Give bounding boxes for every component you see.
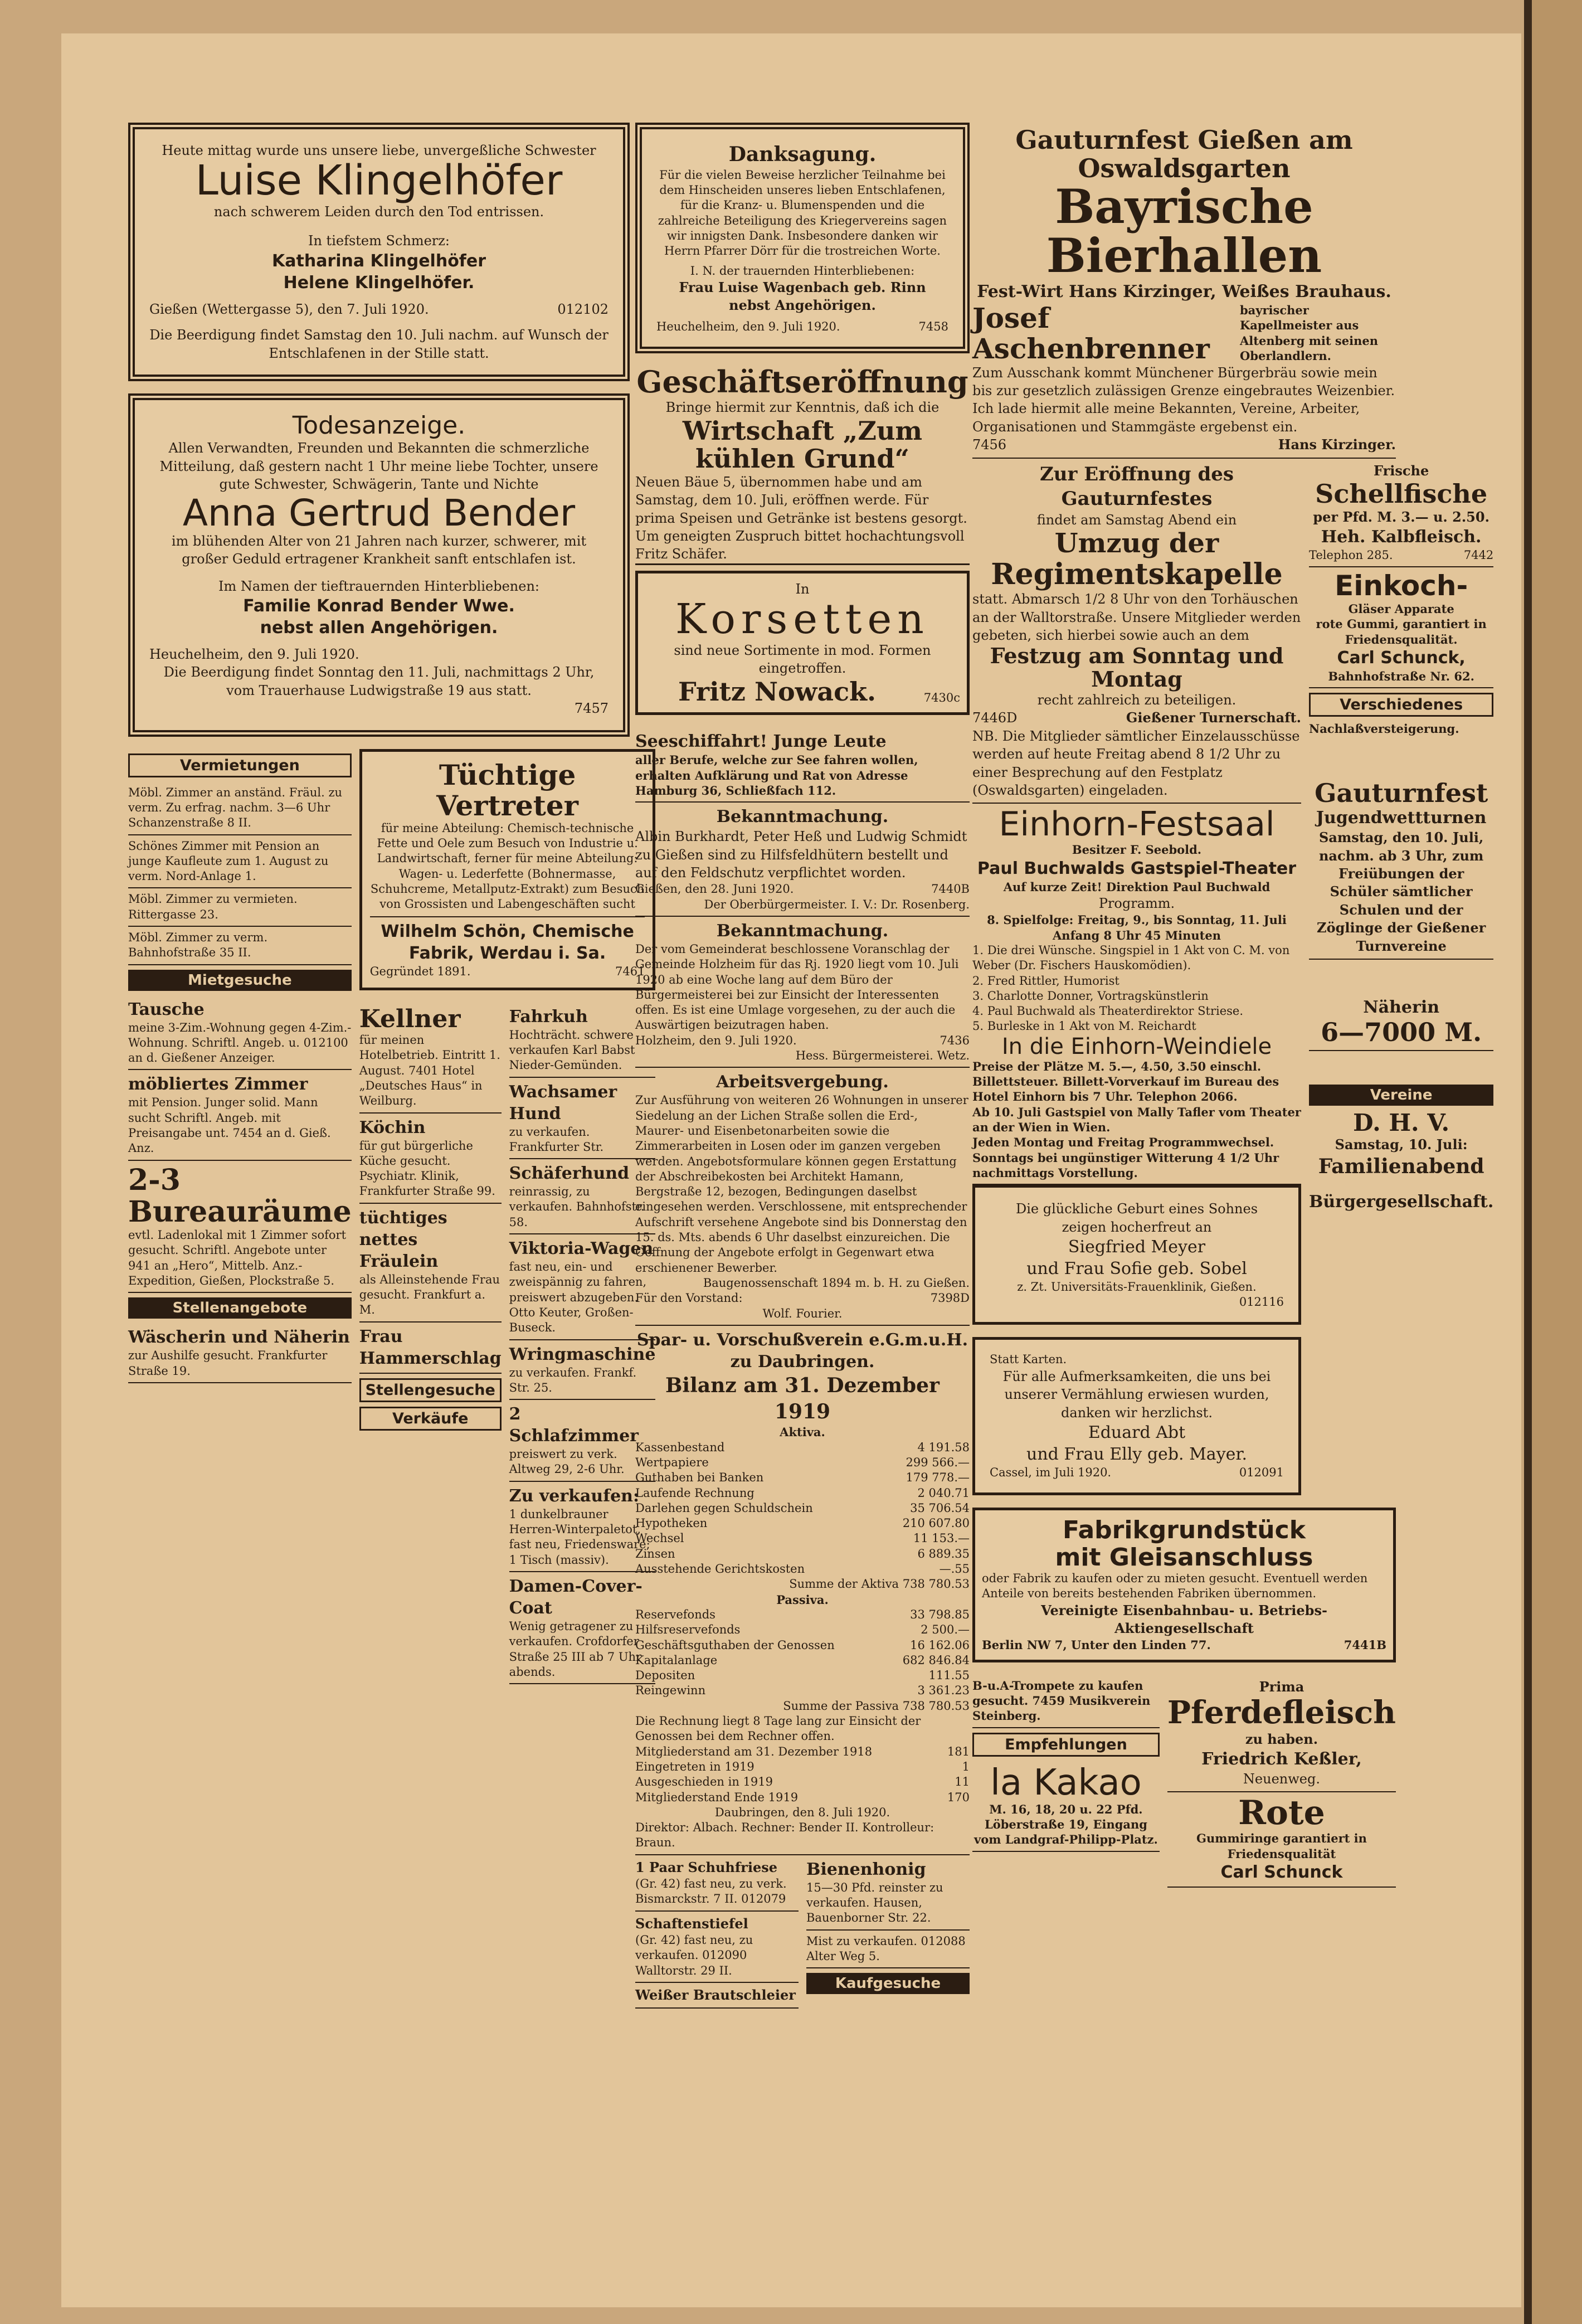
bank-balance <box>635 1326 970 1855</box>
row-label: Reingewinn <box>635 1684 706 1698</box>
row-label: Guthaben bei Banken <box>635 1471 764 1485</box>
ad-title: 2-3 Bureauräume <box>128 1163 352 1229</box>
umzug-kapelle: Regimentskapelle <box>991 557 1283 592</box>
row-value: 11 <box>955 1775 970 1789</box>
ad-text: (Gr. 42) fast neu, zu verk. Bismarckstr. 7 II. 012079 <box>635 1877 787 1906</box>
classified-col-a <box>128 749 352 1685</box>
ad-text: (Gr. 42) fast neu, zu verkaufen. 012090 Walltorstr. 29 II. <box>635 1933 753 1977</box>
arbeit-club: Baugenossenschaft 1894 m. b. H. zu Gießen. <box>703 1276 970 1290</box>
col2-bottom-ads <box>635 1855 970 2009</box>
einhorn-item: 4. Paul Buchwald als Theaterdirektor Striese. <box>972 1004 1244 1018</box>
row-label: Wertpapiere <box>635 1456 709 1469</box>
row-value: 682 846.84 <box>902 1653 970 1667</box>
ad-text: zu verkaufen. Frankfurter Str. <box>509 1125 604 1154</box>
ad-text: für meinen Hotelbetrieb. Eintritt 1. August. 7401 Hotel „Deutsches Haus“ in Weilburg. <box>359 1033 500 1108</box>
row-label: Mitgliederstand am 31. Dezember 1918 <box>635 1744 873 1758</box>
bek1-text: Albin Burkhardt, Peter Heß und Ludwig Schmidt zu Gießen sind zu Hilfsfeldhütern bestellt und auf den Feldschutz verpflichtet worden. <box>635 829 967 881</box>
ad-text: als Alleinstehende Frau gesucht. Frankfurt a. M. <box>359 1272 500 1317</box>
einhorn-dates: 8. Spielfolge: Freitag, 9., bis Sonntag, 11. Juli Anfang 8 Uhr 45 Minuten <box>987 913 1287 942</box>
thanks-code: 7458 <box>918 319 948 333</box>
umzug-text2: recht zahlreich zu beteiligen. <box>1037 692 1237 708</box>
vertreter-title: Tüchtige Vertreter <box>436 758 579 822</box>
obit2-intro: Allen Verwandten, Freunden und Bekannten die schmerzliche Mitteilung, daß gestern nacht 1 Uhr meine liebe Tochter, unsere gute Schwester, Schwägerin, Tante und Nichte <box>159 440 598 493</box>
col4-naeherin: Näherin <box>1363 998 1440 1017</box>
obituary-klingelhoefer <box>128 123 630 381</box>
row-value: 6 889.35 <box>917 1547 970 1560</box>
vertreter-code: 7461 <box>615 965 645 979</box>
bank-title: Spar- u. Vorschußverein e.G.m.u.H. zu Daubringen. <box>636 1330 968 1372</box>
ad-text: fast neu, ein- und zweispännig zu fahren, preiswert abzugeben. Otto Keuter, Großen-Buseck. <box>509 1260 647 1335</box>
row-label: Geschäftsguthaben der Genossen <box>635 1638 835 1652</box>
ad-title: Wringmaschine <box>509 1344 656 1364</box>
bek1-place: Gießen, den 28. Juni 1920. <box>635 882 794 896</box>
ad-verm-3: Möbl. Zimmer zu vermieten. Rittergasse 23. <box>128 888 352 927</box>
row-label: Wechsel <box>635 1531 684 1545</box>
row-label: Ausstehende Gerichtskosten <box>635 1562 805 1576</box>
ad-verm-1: Möbl. Zimmer an anständ. Fräul. zu verm. Zu erfrag. nachm. 3—6 Uhr Schanzenstraße 8 II. <box>128 782 352 835</box>
header-vereine: Vereine <box>1309 1085 1493 1106</box>
arbeit-text: Zur Ausführung von weiteren 26 Wohnungen in unserer Siedelung an der Lichen Straße sollen die Erd-, Maurer- und Eisenbetonarbeiten sowie die Zimmerarbeiten in Losen oder im ganzen vergeben werden. Angebotsformulare können gegen Erstattung der Abschreibekosten bei Architekt Hamann, Bergstraße 12, bezogen, Bedingungen daselbst eingesehen werden. Verschlossene, mit entsprechender Aufschrift versehene Angebote sind bis Donnerstag den 15. ds. Mts. abends 6 Uhr daselbst einzureichen. Die Oeffnung der Angebote erfolgt in Gegenwart etwa erschienener Bewerber. <box>635 1093 968 1275</box>
rest-code: 7456 <box>972 437 1007 453</box>
header-verschiedenes: Verschiedenes <box>1309 693 1493 717</box>
ad-text: meine 3-Zim.-Wohnung gegen 4-Zim.-Wohnung. Schriftl. Angeb. u. 012100 an d. Gießener Anzeiger. <box>128 1020 352 1065</box>
arbeitsvergebung <box>635 1068 970 1325</box>
ad-title: 1 Paar Schuhfriese <box>635 1859 777 1875</box>
ad-title: Damen-Cover-Coat <box>509 1576 642 1618</box>
ad-title: Weißer Brautschleier <box>635 1986 796 2003</box>
ad-text: 1 dunkelbrauner Herren-Winterpaletot, fast neu, Friedensware; 1 Tisch (massiv). <box>509 1507 650 1567</box>
ad-title: tüchtiges nettes Fräulein <box>359 1208 447 1271</box>
fabrik-ad <box>972 1508 1396 1662</box>
row-label: Reservefonds <box>635 1607 715 1621</box>
einhorn-program: Programm. <box>1098 895 1175 911</box>
bek2-code: 7436 <box>940 1033 970 1047</box>
col4-nachl: Nachlaßversteigerung. <box>1309 722 1459 736</box>
einhorn-title: Einhorn-Festsaal <box>999 805 1275 844</box>
obit-name: Luise Klingelhöfer <box>195 157 563 205</box>
ad-title: Schaftenstiefel <box>635 1915 748 1932</box>
korsetten-name: Fritz Nowack. <box>678 676 876 707</box>
einhorn-direct: Auf kurze Zeit! Direktion Paul Buchwald <box>1003 879 1271 894</box>
obit-cause: nach schwerem Leiden durch den Tod entrissen. <box>213 204 544 220</box>
row-value: 16 162.06 <box>910 1638 970 1652</box>
pferde-name: Friedrich Keßler, <box>1201 1749 1362 1769</box>
ad-title: Wäscherin und Näherin <box>128 1328 350 1348</box>
obit2-grief: Im Namen der tieftrauernden Hinterbliebenen: <box>218 578 540 594</box>
column-3 <box>972 123 1494 1888</box>
adjacent-page-strip <box>1524 0 1582 2324</box>
obit-code: 012102 <box>557 301 609 317</box>
ad-text: für gut bürgerliche Küche gesucht. Psychiatr. Klinik, Frankfurter Straße 99. <box>359 1139 495 1198</box>
col4-jugend: Jugendwettturnen <box>1316 808 1487 828</box>
row-label: Mitgliederstand Ende 1919 <box>635 1790 799 1804</box>
ad-title: möbliertes Zimmer <box>128 1075 308 1095</box>
rote-title: Rote <box>1238 1793 1325 1833</box>
ad-title: Tausche <box>128 999 205 1019</box>
col4-dhv: D. H. V. <box>1353 1108 1450 1136</box>
bek2-title: Bekanntmachung. <box>716 921 889 941</box>
einhorn-item: 1. Die drei Wünsche. Singspiel in 1 Akt von C. M. von Weber (Dr. Fischers Hauskomödien). <box>972 943 1290 973</box>
see-title: Seeschiffahrt! Junge Leute <box>635 732 887 752</box>
passiva-table <box>635 1607 970 1699</box>
row-value: 2 040.71 <box>917 1486 970 1500</box>
obit-intro: Heute mittag wurde uns unsere liebe, unvergeßliche Schwester <box>162 143 596 158</box>
korsetten-title: Korsetten <box>675 595 929 644</box>
korsetten-ad <box>635 571 970 715</box>
aktiva-sum: Summe der Aktiva 738 780.53 <box>789 1577 970 1591</box>
row-value: 170 <box>947 1790 970 1804</box>
row-label: Eingetreten in 1919 <box>635 1759 755 1773</box>
bek2-sign: Hess. Bürgermeisterei. Wetz. <box>795 1049 970 1063</box>
row-label: Hypotheken <box>635 1516 708 1530</box>
passiva-sum: Summe der Passiva 738 780.53 <box>783 1699 970 1713</box>
thanks-place: Heuchelheim, den 9. Juli 1920. <box>656 319 840 333</box>
trompete-ad: B-u.A-Trompete zu kaufen gesucht. 7459 Musikverein Steinberg. <box>972 1675 1160 1728</box>
einhorn-item: 2. Fred Rittler, Humorist <box>972 974 1119 988</box>
classified-col-bc <box>359 749 656 1685</box>
rest-host: Fest-Wirt Hans Kirzinger, Weißes Brauhaus. <box>977 281 1391 302</box>
header-empfehlungen: Empfehlungen <box>972 1733 1160 1757</box>
col4-tel: Telephon 285. <box>1309 548 1393 562</box>
korsetten-code: 7430c <box>923 691 960 705</box>
col4-einkoch: Einkoch- <box>1335 570 1468 602</box>
einhorn-weindiele: In die Einhorn-Weindiele <box>1001 1033 1272 1059</box>
rest-title: Gauturnfest Gießen am Oswaldsgarten <box>1015 125 1353 183</box>
ad-title: Frau Hammerschlag <box>359 1326 502 1368</box>
col4-geld: 6—7000 M. <box>1321 1017 1482 1047</box>
einhorn-item: 5. Burleske in 1 Akt von M. Reichardt <box>972 1019 1196 1033</box>
see-text: aller Berufe, welche zur See fahren wollen, erhalten Aufklärung und Rat von Adresse Hamburg 36, Schließfach 112. <box>635 753 918 798</box>
arbeit-code: 7398D <box>930 1291 970 1305</box>
korsetten-pre: In <box>795 581 810 597</box>
umzug-text: statt. Abmarsch 1/2 8 Uhr von den Torhäuschen an der Walltorstraße. Unsere Mitglieder werden gebeten, sich hierbei sowie auch an dem <box>972 591 1301 644</box>
col4-code: 7442 <box>1463 548 1494 562</box>
bank-note: Die Rechnung liegt 8 Tage lang zur Einsicht der Genossen bei dem Rechner offen. <box>635 1714 921 1743</box>
row-value: —.55 <box>939 1562 970 1576</box>
row-value: 2 500.— <box>921 1623 970 1637</box>
fabrik-title1: Fabrikgrundstück <box>1063 1516 1306 1545</box>
thanks2-name1: Eduard Abt <box>1088 1422 1186 1442</box>
aktiva-table <box>635 1440 970 1577</box>
header-verkaeufe: Verkäufe <box>359 1407 502 1431</box>
thanks-name: Frau Luise Wagenbach geb. Rinn nebst Angehörigen. <box>679 279 926 314</box>
ad-title: 2 Schlafzimmer <box>509 1404 639 1446</box>
obit2-text: im blühenden Alter von 21 Jahren nach kurzer, schwerer, mit großer Geduld ertragener Krankheit sanft entschlafen ist. <box>171 533 587 567</box>
col4-samstag: Samstag, den 10. Juli, nachm. ab 3 Uhr, zum <box>1318 829 1484 864</box>
rest-sign: Hans Kirzinger. <box>1278 436 1396 453</box>
vertreter-firm: Wilhelm Schön, Chemische Fabrik, Werdau i. Sa. <box>370 916 645 964</box>
birth-code: 012116 <box>1239 1295 1284 1309</box>
ad-text: mit Pension. Junger solid. Mann sucht Schriftl. Angeb. mit Preisangabe unt. 7454 an d. Gieß. Anz. <box>128 1096 331 1155</box>
thanks-text: Für die vielen Beweise herzlicher Teilnahme bei dem Hinscheiden unseres lieben Entschlafenen, für die Kranz- u. Blumenspenden und die zahlreiche Beteiligung des Kriegervereins sagen wir innigsten Dank. Insbesondere danken wir Herrn Pfarrer Dörr für die trostreichen Worte. <box>658 168 947 258</box>
col4-buerger: Bürgergesellschaft. <box>1309 1192 1494 1212</box>
ad-verm-4: Möbl. Zimmer zu verm. Bahnhofstraße 35 II. <box>128 927 352 965</box>
thanks2-text: Für alle Aufmerksamkeiten, die uns bei unserer Vermählung erwiesen wurden, danken wir herzlichst. <box>1002 1368 1271 1421</box>
thanks2-name2: und Frau Elly geb. Mayer. <box>1026 1444 1247 1464</box>
classified-col-b <box>359 1003 502 1684</box>
birth-ad <box>972 1185 1301 1325</box>
pferde-addr: Neuenweg. <box>1243 1771 1320 1787</box>
row-label: Zinsen <box>635 1547 675 1560</box>
umzug-code: 7446D <box>972 710 1018 726</box>
kakao-title: la Kakao <box>990 1762 1142 1803</box>
honig-title: Bienenhonig <box>806 1859 926 1879</box>
ad-title: Schäferhund <box>509 1164 630 1184</box>
birth-name1: Siegfried Meyer <box>1068 1237 1206 1257</box>
geschaeftseroeffnung <box>635 363 970 565</box>
arbeit-title: Arbeitsvergebung. <box>716 1072 889 1092</box>
rote-text: Gummiringe garantiert in Friedensqualität <box>1196 1831 1367 1861</box>
col3-right-narrow <box>1309 459 1493 1508</box>
obituary-bender <box>128 393 630 737</box>
obit-place: Gießen (Wettergasse 5), den 7. Juli 1920. <box>149 301 429 317</box>
col4-schell: Schellfische <box>1315 478 1488 509</box>
header-kaufgesuche: Kaufgesuche <box>806 1973 970 1994</box>
row-label: Kassenbestand <box>635 1440 725 1454</box>
ad-text: zur Aushilfe gesucht. Frankfurter Straße 19. <box>128 1349 328 1378</box>
ad-title: Fahrkuh <box>509 1007 588 1027</box>
col4-frische: Frische <box>1374 462 1429 479</box>
einhorn-sonntags: Sonntags bei ungünstiger Witterung 4 1/2 Uhr nachmittags Vorstellung. <box>972 1150 1279 1180</box>
col4-samstag2: Samstag, 10. Juli: <box>1335 1136 1468 1153</box>
row-value: 299 566.— <box>906 1456 970 1469</box>
obit2-family2: nebst allen Angehörigen. <box>260 618 498 638</box>
col4-schunck: Carl Schunck, <box>1337 648 1466 668</box>
statt-karten-ad <box>972 1337 1301 1495</box>
mist-ad: Mist zu verkaufen. 012088 Alter Weg 5. <box>806 1931 970 1969</box>
pferde-pre: Prima <box>1259 1678 1304 1695</box>
pferde-ad <box>1167 1675 1396 1793</box>
umzug-date: findet am Samstag Abend ein <box>1036 512 1237 528</box>
seeschiffahrt-ad <box>635 727 970 803</box>
row-value: 33 798.85 <box>910 1607 970 1621</box>
ad-text: preiswert zu verk. Altweg 29, 2-6 Uhr. <box>509 1447 625 1476</box>
ad-title: Köchin <box>359 1117 426 1137</box>
umzug-ad <box>972 459 1301 804</box>
umzug-fest: Festzug am Sonntag und Montag <box>990 643 1284 692</box>
einhorn-show: Paul Buchwalds Gastspiel-Theater <box>977 858 1297 878</box>
pferde-title: Pferdefleisch <box>1167 1694 1396 1732</box>
row-value: 111.55 <box>928 1669 970 1683</box>
ad-text: Wenig getragener zu verkaufen. Crofdorfer Straße 25 III ab 7 Uhr abends. <box>509 1619 642 1679</box>
fabrik-title2: mit Gleisanschluss <box>1055 1543 1313 1572</box>
rest-band2: bayrischer Kapellmeister aus Altenberg mit seinen Oberlandlern. <box>1240 303 1378 363</box>
row-value: 4 191.58 <box>917 1440 970 1454</box>
thanks-title: Danksagung. <box>728 143 877 166</box>
bek1-code: 7440B <box>931 882 970 896</box>
bekanntmachung-2 <box>635 917 970 1068</box>
obit2-burial: Die Beerdigung findet Sonntag den 11. Juli, nachmittags 2 Uhr, vom Trauerhause Ludwigstraße 19 aus statt. <box>163 664 595 698</box>
opening-text2: Neuen Bäue 5, übernommen habe und am Samstag, dem 10. Juli, eröffnen werde. Für prima Speisen und Getränke ist bestens gesorgt. Um geneigten Zuspruch bittet hochachtungsvoll Fritz Schäfer. <box>635 474 967 562</box>
ad-title: Zu verkaufen: <box>509 1486 640 1506</box>
ad-title: Wachsamer Hund <box>509 1082 617 1124</box>
einhorn-owner: Besitzer F. Seebold. <box>1072 843 1202 857</box>
obit-mourner-2: Helene Klingelhöfer. <box>283 273 475 293</box>
row-value: 11 153.— <box>913 1531 970 1545</box>
col4-bahn: Bahnhofstraße Nr. 62. <box>1328 669 1474 684</box>
ad-text: zu verkaufen. Frankf. Str. 25. <box>509 1365 637 1394</box>
birth-place: z. Zt. Universitäts-Frauenklinik, Gießen. <box>1017 1280 1257 1294</box>
fabrik-firm: Vereinigte Eisenbahnbau- u. Betriebs-Aktiengesellschaft <box>1041 1602 1327 1637</box>
bierhallen-ad <box>972 123 1396 459</box>
arbeit-sign2: Wolf. Fourier. <box>762 1306 843 1320</box>
honig-text: 15—30 Pfd. reinster zu verkaufen. Hausen, Bauenborner Str. 22. <box>806 1880 943 1925</box>
ad-title: Viktoria-Wagen <box>509 1239 654 1259</box>
ad-text: reinrassig, zu verkaufen. Bahnhofstr. 58. <box>509 1185 645 1229</box>
row-label: Laufende Rechnung <box>635 1486 755 1500</box>
obit2-place: Heuchelheim, den 9. Juli 1920. <box>149 646 359 663</box>
header-stellenangebote: Stellenangebote <box>128 1297 352 1319</box>
bek1-title: Bekanntmachung. <box>716 807 889 827</box>
bek2-place: Holzheim, den 9. Juli 1920. <box>635 1033 797 1047</box>
row-value: 35 706.54 <box>910 1501 970 1515</box>
bank-place: Daubringen, den 8. Juli 1920. <box>714 1805 890 1819</box>
ad-text: Hochträcht. schwere verkaufen Karl Babst Nieder-Gemünden. <box>509 1028 635 1072</box>
thanks2-head: Statt Karten. <box>990 1353 1067 1367</box>
obit-grief: In tiefstem Schmerz: <box>308 233 450 249</box>
einhorn-sunday: Ab 10. Juli Gastspiel von Mally Tafler vom Theater an der Wien in Wien. <box>972 1105 1301 1134</box>
rest-band: Josef Aschenbrenner <box>972 301 1210 365</box>
row-label: Darlehen gegen Schuldschein <box>635 1501 813 1515</box>
col4-firm: Heh. Kalbfleisch. <box>1321 527 1482 547</box>
vertreter-text: für meine Abteilung: Chemisch-technische Fette und Oele zum Besuch von Industrie u. Landwirtschaft, ferner für meine Abteilung: Wagen- u. Lederfette (Bohnermasse, Schuhcreme, Metallputz-Extrakt) zum Besuch von Grossisten und Labengeschäften sucht <box>370 821 645 911</box>
row-value: 179 778.— <box>906 1471 970 1485</box>
arbeit-sign1: Für den Vorstand: <box>635 1291 743 1305</box>
col4-price: per Pfd. M. 3.— u. 2.50. <box>1313 508 1489 525</box>
obit2-title: Todesanzeige. <box>292 411 466 440</box>
bank-bilanz: Bilanz am 31. Dezember 1919 <box>665 1373 940 1423</box>
obit2-family: Familie Konrad Bender Wwe. <box>243 596 515 616</box>
danksagung <box>635 123 970 353</box>
birth-text1: Die glückliche Geburt eines Sohnes <box>1015 1201 1258 1217</box>
bek2-text: Der vom Gemeinderat beschlossene Voranschlag der Gemeinde Holzheim für das Rj. 1920 liegt vom 10. Juli 1920 ab eine Woche lang auf dem Büro der Bürgermeisterei bei zur Einsicht der Interessenten offen. Es ist eine Umlage vorgesehen, zu der auch die Auswärtigen beizutragen haben. <box>635 942 959 1032</box>
einhorn-prices: Preise der Plätze M. 5.—, 4.50, 3.50 einschl. Billettsteuer. Billett-Vorverkauf im Bureau des Hotel Einhorn bis 7 Uhr. Telephon 2066. <box>972 1059 1279 1104</box>
row-value: 1 <box>962 1759 970 1773</box>
fabrik-code: 7441B <box>1344 1638 1386 1652</box>
row-label: Hilfsreservefonds <box>635 1623 741 1637</box>
classified-col-c <box>509 1003 656 1684</box>
umzug-umzug: Umzug der <box>1054 528 1219 560</box>
pferde-post: zu haben. <box>1245 1730 1318 1747</box>
opening-text1: Bringe hiermit zur Kenntnis, daß ich die <box>665 400 940 416</box>
ad-verm-2: Schönes Zimmer mit Pension an junge Kaufleute zum 1. August zu verm. Nord-Anlage 1. <box>128 835 352 889</box>
column-2 <box>635 123 970 2009</box>
rest-name: Bayrische Bierhallen <box>1046 179 1322 284</box>
row-value: 181 <box>947 1744 970 1758</box>
umzug-nb: NB. Die Mitglieder sämtlicher Einzelausschüsse werden auf heute Freitag abend 8 1/2 Uhr zu einer Besprechung auf den Festplatz (Oswaldsgarten) eingeladen. <box>972 728 1300 798</box>
obit2-code: 7457 <box>574 701 609 717</box>
col4-familien: Familienabend <box>1318 1155 1484 1179</box>
row-label: Depositen <box>635 1669 695 1683</box>
header-stellengesuche: Stellengesuche <box>359 1378 502 1402</box>
bank-passiva: Passiva. <box>776 1592 829 1607</box>
thanks2-place: Cassel, im Juli 1920. <box>990 1465 1112 1479</box>
birth-name2: und Frau Sofie geb. Sobel <box>1026 1258 1247 1278</box>
umzug-title: Zur Eröffnung des Gauturnfestes <box>1039 463 1234 510</box>
obit-mourner-1: Katharina Klingelhöfer <box>272 251 486 271</box>
ad-text: evtl. Ladenlokal mit 1 Zimmer sofort gesucht. Schriftl. Angebote unter 941 an „Hero“, Mittelb. Anz.-Expedition, Gießen, Plockstraße 5. <box>128 1228 347 1287</box>
obit2-name: Anna Gertrud Bender <box>182 491 576 534</box>
obit-burial: Die Beerdigung findet Samstag den 10. Juli nachm. auf Wunsch der Entschlafenen in der Stille statt. <box>149 327 609 361</box>
header-vermietungen: Vermietungen <box>128 753 352 777</box>
opening-title: Geschäftseröffnung <box>636 363 968 400</box>
einhorn-ad <box>972 804 1301 1185</box>
ad-title: Kellner <box>359 1004 461 1033</box>
bek1-sign: Der Oberbürgermeister. I. V.: Dr. Rosenberg. <box>704 897 970 911</box>
header-mietgesuche: Mietgesuche <box>128 970 352 991</box>
rote-name: Carl Schunck <box>1220 1863 1343 1883</box>
rest-text: Zum Ausschank kommt Münchener Bürgerbräu sowie mein bis zur gesetzlich zulässigen Grenze eingebrautes Weizenbier. Ich lade hiermit alle meine Bekannten, Vereine, Arbeiter, Organisationen und Stammgäste ergebenst ein. <box>972 364 1395 435</box>
thanks-sign: I. N. der trauernden Hinterbliebenen: <box>690 264 915 278</box>
rote-ad <box>1167 1792 1396 1888</box>
row-value: 3 361.23 <box>917 1684 970 1698</box>
vertreter-since: Gegründet 1891. <box>369 965 471 979</box>
bank-sig: Direktor: Albach. Rechner: Bender II. Kontrolleur: Braun. <box>635 1821 934 1850</box>
row-label: Kapitalanlage <box>635 1653 718 1667</box>
birth-text2: zeigen hocherfreut an <box>1062 1219 1212 1235</box>
row-value: 210 607.80 <box>902 1516 970 1530</box>
col4-freiuebung: Freiübungen der Schüler sämtlicher Schulen und der Zöglinge der Gießener Turnvereine <box>1317 866 1486 954</box>
row-label: Ausgeschieden in 1919 <box>635 1775 773 1789</box>
col4-gummi: rote Gummi, garantiert in Friedensqualität. <box>1316 617 1487 646</box>
thanks2-code: 012091 <box>1239 1465 1284 1479</box>
einhorn-item: 3. Charlotte Donner, Vortragskünstlerin <box>972 989 1209 1003</box>
vertreter-ad <box>359 749 656 990</box>
kakao-text: M. 16, 18, 20 u. 22 Pfd. Löberstraße 19, Eingang vom Landgraf-Philipp-Platz. <box>974 1802 1158 1847</box>
col4-turnfest: Gauturnfest <box>1315 777 1488 808</box>
fabrik-text: oder Fabrik zu kaufen oder zu mieten gesucht. Eventuell werden Anteile von bereits bestehenden Fabriken übernommen. <box>982 1572 1368 1601</box>
bekanntmachung-1 <box>635 803 970 917</box>
opening-name: Wirtschaft „Zum kühlen Grund“ <box>682 415 923 474</box>
einhorn-prog2: Jeden Montag und Freitag Programmwechsel. <box>972 1135 1274 1150</box>
korsetten-text: sind neue Sortimente in mod. Formen eingetroffen. <box>674 642 931 677</box>
fabrik-addr: Berlin NW 7, Unter den Linden 77. <box>982 1638 1211 1652</box>
bank-aktiva: Aktiva. <box>780 1425 825 1440</box>
umzug-club: Gießener Turnerschaft. <box>1126 709 1301 726</box>
col4-glaeser: Gläser Apparate <box>1348 602 1454 616</box>
